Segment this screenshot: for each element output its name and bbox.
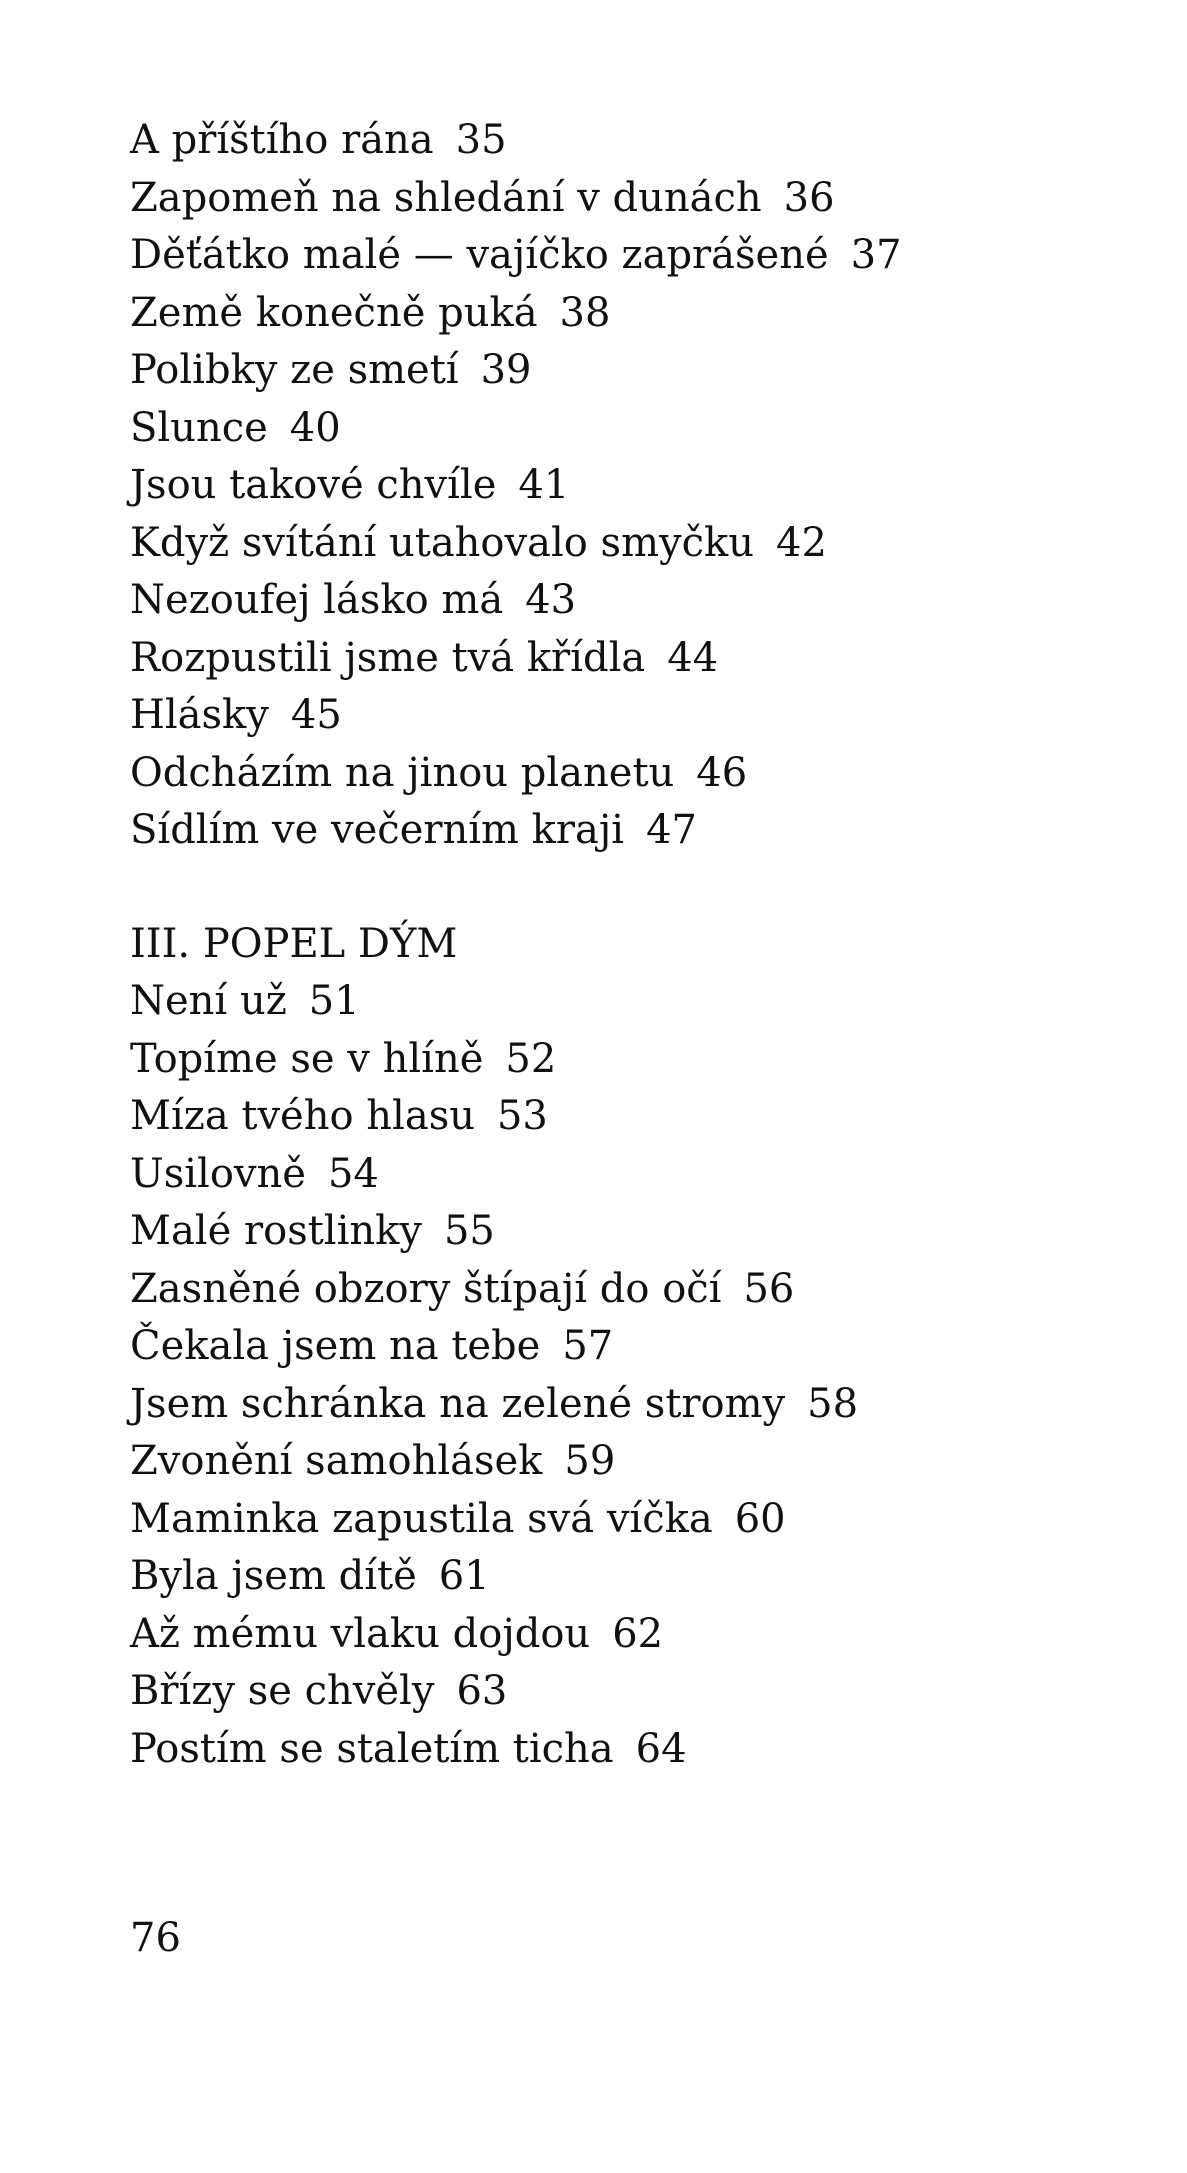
toc-entry (130, 687, 1130, 745)
toc-entry-page: 55 (443, 1208, 495, 1254)
toc-entry-title: Zapomeň na shledání v dunách (130, 174, 762, 221)
toc-entry (130, 1031, 1130, 1089)
toc-entry-page: 38 (559, 289, 611, 336)
toc-entry-title: Děťátko malé — vajíčko zaprášené (130, 232, 829, 278)
toc-entry-title: Zvonění samohlásek (130, 1438, 543, 1484)
toc-entry-title: Hlásky (130, 692, 269, 738)
toc-entry (130, 1433, 1130, 1491)
toc-entry-page: 41 (518, 462, 570, 508)
toc-entry-title: Malé rostlinky (130, 1208, 422, 1254)
toc-entry (130, 1146, 1130, 1204)
toc-entry-page: 58 (807, 1380, 859, 1427)
toc-entry-title: Jsou takové chvíle (130, 462, 497, 508)
toc-entry-page: 62 (612, 1610, 664, 1657)
toc-entry (130, 1203, 1130, 1261)
page-number: 76 (130, 1915, 181, 1961)
toc-entry-page: 57 (562, 1323, 614, 1369)
toc-entry (130, 802, 1130, 860)
toc-entry-title: Usilovně (130, 1150, 306, 1197)
toc-entry-title: A příštího rána (130, 117, 434, 163)
toc-entry-page: 63 (456, 1668, 508, 1714)
toc-entry-title: Polibky ze smetí (130, 347, 459, 393)
toc-entry (130, 1318, 1130, 1376)
toc-entry (130, 170, 1130, 228)
toc-entry-title: Nezoufej lásko má (130, 577, 504, 623)
toc-entry-title: Slunce (130, 404, 268, 451)
toc-entry-title: Byla jsem dítě (130, 1553, 417, 1599)
toc-entry-title: Jsem schránka na zelené stromy (130, 1380, 786, 1427)
toc-entry-page: 46 (696, 749, 748, 796)
toc-entry-page: 40 (289, 404, 341, 451)
toc-entry-page: 44 (667, 634, 719, 681)
toc-entry (130, 1606, 1130, 1664)
toc-entry (130, 1548, 1130, 1606)
toc-entry (130, 1261, 1130, 1319)
toc-entry-title: Zasněné obzory štípají do očí (130, 1265, 722, 1312)
toc-entry-page: 54 (327, 1150, 379, 1197)
toc-entry-title: Sídlím ve večerním kraji (130, 807, 625, 853)
toc-entry (130, 1663, 1130, 1721)
toc-entry (130, 1376, 1130, 1434)
toc-entry-page: 52 (505, 1035, 557, 1082)
toc-entry-page: 39 (480, 347, 532, 393)
toc-entry (130, 227, 1130, 285)
toc-entry-title: Rozpustili jsme tvá křídla (130, 634, 646, 681)
toc-entry-page: 60 (734, 1495, 786, 1542)
toc-entry-title: Postím se staletím ticha (130, 1725, 614, 1772)
toc-entry-page: 53 (496, 1093, 548, 1139)
toc-list-after (130, 973, 1130, 1778)
toc-entry-page: 47 (646, 807, 697, 853)
toc-entry-title: Země konečně puká (130, 289, 538, 336)
toc-entry-title: Není už (130, 978, 287, 1024)
toc-entry-title: Míza tvého hlasu (130, 1093, 475, 1139)
toc-entry-page: 56 (743, 1265, 795, 1312)
toc-entry-page: 59 (564, 1438, 616, 1484)
table-of-contents (130, 112, 1130, 1778)
toc-entry (130, 342, 1130, 400)
toc-entry (130, 630, 1130, 688)
toc-entry (130, 285, 1130, 343)
toc-list-before (130, 112, 1130, 860)
toc-entry-page: 45 (290, 692, 342, 738)
toc-entry (130, 745, 1130, 803)
toc-entry-page: 43 (525, 577, 577, 623)
toc-entry (130, 1721, 1130, 1779)
toc-entry-title: Až mému vlaku dojdou (130, 1610, 591, 1657)
toc-entry-title: Břízy se chvěly (130, 1668, 435, 1714)
toc-entry (130, 1491, 1130, 1549)
toc-entry-page: 61 (438, 1553, 490, 1599)
toc-entry-page: 36 (783, 174, 835, 221)
toc-entry-page: 37 (850, 232, 902, 278)
toc-entry-title: Čekala jsem na tebe (130, 1323, 541, 1369)
toc-entry-page: 64 (635, 1725, 687, 1772)
toc-entry (130, 572, 1130, 630)
toc-entry (130, 973, 1130, 1031)
toc-entry-title: Topíme se v hlíně (130, 1035, 484, 1082)
toc-entry (130, 515, 1130, 573)
toc-entry (130, 400, 1130, 458)
section-spacer (130, 860, 1130, 916)
toc-entry (130, 457, 1130, 515)
toc-entry (130, 112, 1130, 170)
toc-entry-page: 51 (308, 978, 360, 1024)
toc-entry-page: 35 (455, 117, 507, 163)
toc-entry-title: Maminka zapustila svá víčka (130, 1495, 713, 1542)
section-heading: III. POPEL DÝM (130, 920, 458, 967)
toc-entry-page: 42 (776, 519, 827, 566)
toc-entry-title: Odcházím na jinou planetu (130, 749, 675, 796)
toc-entry-title: Když svítání utahovalo smyčku (130, 519, 755, 566)
toc-entry (130, 1088, 1130, 1146)
